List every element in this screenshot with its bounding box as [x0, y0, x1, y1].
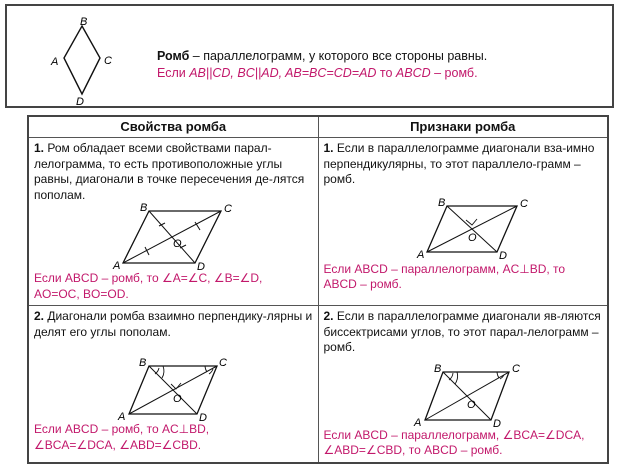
property-2-text: 2. Диагонали ромба взаимно перпендику-лярны и делят его углы пополам.	[34, 309, 313, 339]
svg-text:B: B	[139, 357, 147, 369]
rhombus-definition-figure	[32, 14, 132, 106]
condition-mid: то	[376, 66, 396, 80]
property-2-conclusion: Если ABCD – ромб, то AC⊥BD, ∠BCA=∠DCA, ∠ABD=∠CBD.	[34, 422, 210, 452]
svg-text:O: O	[173, 238, 182, 250]
condition-name: ABCD	[395, 66, 431, 80]
sign-1-cell	[318, 138, 608, 306]
property-1-text: 1. Ром обладает всеми свойствами парал-лелограмма, то есть противоположные углы равны, диагонали в точке пересечения де-лятся пополам.	[34, 141, 305, 202]
svg-text:C: C	[511, 362, 520, 375]
label-a: A	[51, 56, 59, 68]
svg-text:D: D	[197, 261, 206, 271]
property-1-conclusion: Если ABCD – ромб, то ∠A=∠C, ∠B=∠D, AO=OC, BO=OD.	[34, 271, 263, 301]
svg-text:A: A	[416, 248, 425, 261]
rhombus-outline	[64, 26, 100, 94]
svg-text:C: C	[219, 357, 228, 369]
condition-formula: AB||CD, BC||AD, AB=BC=CD=AD	[189, 66, 377, 80]
header-signs: Признаки ромба	[318, 116, 608, 138]
sign-2-conclusion: Если ABCD – параллелограмм, ∠BCA=∠DCA, ∠ABD=∠CBD, то ABCD – ромб.	[323, 427, 585, 457]
sign-2-figure	[383, 356, 543, 428]
header-properties: Свойства ромба	[28, 116, 318, 138]
label-b: B	[80, 16, 88, 28]
label-c: C	[104, 55, 112, 67]
rhombus-table	[27, 115, 609, 464]
sign-2-cell	[318, 306, 608, 463]
svg-text:A: A	[113, 260, 121, 271]
svg-text:B: B	[437, 196, 446, 209]
definition-line	[157, 48, 487, 65]
property-2-cell	[28, 306, 318, 463]
sign-1-text: 1. Если в параллелограмме диагонали вза-имно перпендикулярны, то этот параллело-грамм – ромб.	[323, 141, 595, 186]
definition-rest: – параллелограмм, у которого все стороны равны.	[189, 49, 488, 63]
label-d: D	[76, 96, 84, 106]
svg-text:C: C	[519, 197, 528, 210]
sign-1-figure	[383, 188, 543, 262]
svg-text:D: D	[199, 412, 208, 422]
svg-text:A: A	[413, 416, 422, 428]
condition-prefix: Если	[157, 66, 190, 80]
definition-term: Ромб	[157, 49, 190, 63]
sign-2-text: 2. Если в параллелограмме диагонали яв-ляются биссектрисами углов, то этот парал-лелограмм – ромб.	[323, 309, 601, 354]
property-2-figure	[93, 340, 253, 422]
definition-text	[157, 48, 487, 82]
property-1-figure	[93, 203, 253, 271]
svg-text:O: O	[467, 231, 477, 244]
svg-text:D: D	[498, 249, 507, 262]
definition-box	[5, 4, 614, 108]
property-1-cell	[28, 138, 318, 306]
sign-1-conclusion: Если ABCD – параллелограмм, AC⊥BD, то ABCD – ромб.	[323, 261, 566, 291]
condition-end: – ромб.	[430, 66, 478, 80]
svg-text:D: D	[492, 417, 501, 428]
svg-text:A: A	[118, 411, 126, 422]
svg-text:C: C	[224, 203, 233, 215]
svg-text:O: O	[173, 393, 182, 405]
definition-condition-line	[157, 65, 487, 82]
svg-text:B: B	[140, 203, 148, 214]
svg-text:O: O	[466, 398, 476, 411]
svg-text:B: B	[433, 362, 442, 375]
